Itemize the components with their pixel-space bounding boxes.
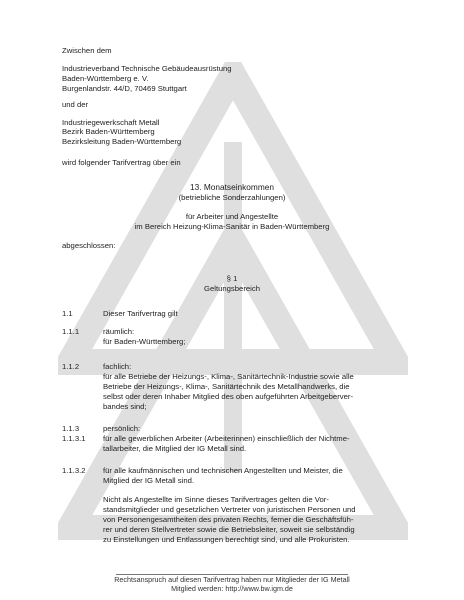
clause-1-1-1-number: 1.1.1	[62, 327, 80, 336]
clause-1-1-3-title: persönlich:	[103, 424, 141, 433]
clause-1-1-2-line-4: bandes sind;	[103, 402, 147, 411]
und-der-text: und der	[62, 100, 89, 109]
clause-1-1-3-2-line-1: für alle kaufmännischen und technischen Angestellten und Meister, die	[103, 466, 343, 475]
clause-1-1-3-number: 1.1.3	[62, 424, 80, 433]
exclusion-line-4: rer und deren Stellvertreter sowie die Betriebsleiter, soweit sie selbständig	[103, 525, 355, 534]
party2-name: Industriegewerkschaft Metall	[62, 118, 160, 127]
party2-district: Bezirk Baden-Württemberg	[62, 127, 155, 136]
section-heading: Geltungsbereich	[204, 284, 260, 293]
contract-intro: wird folgender Tarifvertrag über ein	[62, 158, 181, 167]
section-number: § 1	[226, 274, 238, 283]
party1-name: Industrieverband Technische Gebäudeausrüstung	[62, 64, 232, 73]
clause-1-1-2-title: fachlich:	[103, 362, 132, 371]
clause-1-1-3-1-line-2: tallarbeiter, die Mitglied der IG Metall sind.	[103, 444, 247, 453]
footer-legal-note: Rechtsanspruch auf diesen Tarifvertrag haben nur Mitglieder der IG Metall	[114, 575, 350, 584]
exclusion-line-5: zu Einstellungen und Entlassungen berechtigt sind, und alle Prokuristen.	[103, 535, 350, 544]
scope-line-2: im Bereich Heizung-Klima-Sanitär in Baden-Württemberg	[134, 222, 330, 231]
clause-1-1-1-title: räumlich:	[103, 327, 135, 336]
clause-1-1-2-number: 1.1.2	[62, 362, 80, 371]
exclusion-line-3: von Personengesamtheiten des privaten Rechts, ferner die Geschäftsfüh-	[103, 515, 354, 524]
concluded-text: abgeschlossen:	[62, 241, 116, 250]
exclusion-line-2: standsmitglieder und gesetzlichen Vertreter von juristischen Personen und	[103, 505, 356, 514]
clause-1-1-2-line-2: Betriebe der Heizungs-, Klima-, Sanitärtechnik des Metallhandwerks, die	[103, 382, 350, 391]
document-title: 13. Monatseinkommen	[190, 182, 274, 192]
intro-text: Zwischen dem	[62, 46, 112, 55]
clause-1-1-text: Dieser Tarifvertrag gilt	[103, 309, 178, 318]
party2-office: Bezirksleitung Baden-Württemberg	[62, 137, 182, 146]
scope-line-1: für Arbeiter und Angestellte	[185, 212, 279, 221]
clause-1-1-2-line-1: für alle Betriebe der Heizungs-, Klima-, Sanitärtechnik-Industrie sowie alle	[103, 372, 354, 381]
party1-region: Baden-Württemberg e. V.	[62, 74, 149, 83]
clause-1-1-1-text: für Baden-Württemberg;	[103, 337, 186, 346]
clause-1-1-number: 1.1	[62, 309, 73, 318]
clause-1-1-3-1-number: 1.1.3.1	[62, 434, 86, 443]
clause-1-1-3-2-number: 1.1.3.2	[62, 466, 86, 475]
party1-address: Burgenlandstr. 44/D, 70469 Stuttgart	[62, 84, 187, 93]
document-subtitle: (betriebliche Sonderzahlungen)	[178, 193, 286, 202]
footer-membership-link: Mitglied werden: http://www.bw.igm.de	[171, 584, 293, 593]
clause-1-1-3-1-line-1: für alle gewerblichen Arbeiter (Arbeiterinnen) einschließlich der Nichtme-	[103, 434, 350, 443]
exclusion-line-1: Nicht als Angestellte im Sinne dieses Tarifvertrages gelten die Vor-	[103, 495, 329, 504]
clause-1-1-3-2-line-2: Mitglied der IG Metall sind.	[103, 476, 195, 485]
clause-1-1-2-line-3: selbst oder deren Inhaber Mitglied des oben aufgeführten Arbeitgeberver-	[103, 392, 354, 401]
